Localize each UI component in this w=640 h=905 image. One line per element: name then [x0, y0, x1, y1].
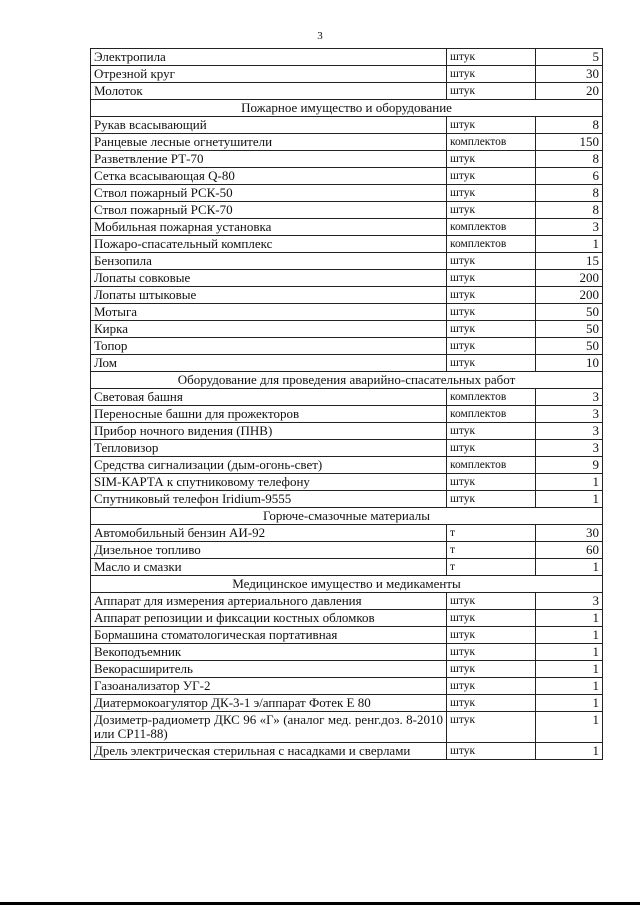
table-row: [91, 168, 603, 185]
item-name: Молоток: [91, 83, 447, 100]
section-title: Горюче-смазочные материалы: [91, 508, 603, 525]
item-unit: штук: [447, 661, 536, 678]
table-row: [91, 304, 603, 321]
table-row: [91, 236, 603, 253]
item-quantity: 200: [536, 287, 603, 304]
item-name: Лопаты совковые: [91, 270, 447, 287]
item-unit: штук: [447, 185, 536, 202]
item-unit: штук: [447, 202, 536, 219]
item-unit: штук: [447, 253, 536, 270]
item-name: Разветвление РТ-70: [91, 151, 447, 168]
item-unit: штук: [447, 712, 536, 743]
table-row: [91, 151, 603, 168]
table-row: [91, 423, 603, 440]
item-quantity: 30: [536, 66, 603, 83]
item-quantity: 5: [536, 49, 603, 66]
item-name: Газоанализатор УГ-2: [91, 678, 447, 695]
table-row: [91, 695, 603, 712]
item-unit: штук: [447, 355, 536, 372]
table-row: [91, 474, 603, 491]
item-quantity: 1: [536, 678, 603, 695]
item-name: Дозиметр-радиометр ДКС 96 «Г» (аналог мед. ренг.доз. 8-2010 или СР11-88): [91, 712, 447, 743]
item-name: Переносные башни для прожекторов: [91, 406, 447, 423]
table-row: [91, 219, 603, 236]
item-unit: штук: [447, 593, 536, 610]
item-name: Средства сигнализации (дым-огонь-свет): [91, 457, 447, 474]
section-title: Медицинское имущество и медикаменты: [91, 576, 603, 593]
table-row: [91, 134, 603, 151]
item-name: Мотыга: [91, 304, 447, 321]
item-unit: штук: [447, 610, 536, 627]
item-unit: штук: [447, 304, 536, 321]
item-name: Электропила: [91, 49, 447, 66]
item-quantity: 20: [536, 83, 603, 100]
item-name: Автомобильный бензин АИ-92: [91, 525, 447, 542]
table-row: [91, 712, 603, 743]
item-unit: штук: [447, 117, 536, 134]
item-quantity: 30: [536, 525, 603, 542]
table-row: [91, 627, 603, 644]
item-quantity: 1: [536, 661, 603, 678]
table-row: [91, 559, 603, 576]
item-quantity: 8: [536, 151, 603, 168]
item-quantity: 3: [536, 593, 603, 610]
item-name: Векорасширитель: [91, 661, 447, 678]
section-header-row: [91, 576, 603, 593]
item-unit: комплектов: [447, 389, 536, 406]
table-row: [91, 644, 603, 661]
item-name: Тепловизор: [91, 440, 447, 457]
item-name: Кирка: [91, 321, 447, 338]
item-name: Отрезной круг: [91, 66, 447, 83]
item-quantity: 200: [536, 270, 603, 287]
item-name: Пожаро-спасательный комплекс: [91, 236, 447, 253]
item-unit: штук: [447, 151, 536, 168]
item-name: Масло и смазки: [91, 559, 447, 576]
item-unit: штук: [447, 83, 536, 100]
item-unit: штук: [447, 338, 536, 355]
item-quantity: 6: [536, 168, 603, 185]
item-quantity: 9: [536, 457, 603, 474]
item-name: Лопаты штыковые: [91, 287, 447, 304]
item-name: Бормашина стоматологическая портативная: [91, 627, 447, 644]
table-row: [91, 457, 603, 474]
item-quantity: 1: [536, 474, 603, 491]
item-name: Аппарат для измерения артериального давления: [91, 593, 447, 610]
item-unit: штук: [447, 66, 536, 83]
table-row: [91, 389, 603, 406]
table-row: [91, 49, 603, 66]
item-unit: штук: [447, 743, 536, 760]
item-unit: комплектов: [447, 134, 536, 151]
item-unit: штук: [447, 678, 536, 695]
item-quantity: 10: [536, 355, 603, 372]
item-quantity: 8: [536, 117, 603, 134]
item-name: Спутниковый телефон Iridium-9555: [91, 491, 447, 508]
table-row: [91, 338, 603, 355]
item-name: Ствол пожарный РСК-70: [91, 202, 447, 219]
item-unit: штук: [447, 627, 536, 644]
table-row: [91, 525, 603, 542]
table-row: [91, 117, 603, 134]
table-row: [91, 83, 603, 100]
item-quantity: 50: [536, 338, 603, 355]
table-row: [91, 270, 603, 287]
item-quantity: 150: [536, 134, 603, 151]
item-quantity: 3: [536, 219, 603, 236]
item-quantity: 1: [536, 627, 603, 644]
item-quantity: 1: [536, 712, 603, 743]
item-name: Ствол пожарный РСК-50: [91, 185, 447, 202]
table-row: [91, 202, 603, 219]
item-unit: штук: [447, 491, 536, 508]
item-unit: штук: [447, 321, 536, 338]
item-unit: т: [447, 542, 536, 559]
table-row: [91, 678, 603, 695]
section-header-row: [91, 508, 603, 525]
item-name: Ранцевые лесные огнетушители: [91, 134, 447, 151]
section-header-row: [91, 100, 603, 117]
item-quantity: 1: [536, 610, 603, 627]
item-quantity: 15: [536, 253, 603, 270]
item-unit: штук: [447, 49, 536, 66]
item-name: Аппарат репозиции и фиксации костных обломков: [91, 610, 447, 627]
section-title: Пожарное имущество и оборудование: [91, 100, 603, 117]
item-unit: комплектов: [447, 236, 536, 253]
item-quantity: 60: [536, 542, 603, 559]
item-quantity: 3: [536, 423, 603, 440]
item-name: Диатермокоагулятор ДК-3-1 э/аппарат Фотек Е 80: [91, 695, 447, 712]
item-unit: штук: [447, 695, 536, 712]
item-name: Дрель электрическая стерильная с насадками и сверлами: [91, 743, 447, 760]
item-unit: штук: [447, 287, 536, 304]
table-row: [91, 491, 603, 508]
table-row: [91, 253, 603, 270]
item-unit: штук: [447, 440, 536, 457]
item-unit: т: [447, 525, 536, 542]
item-quantity: 3: [536, 406, 603, 423]
table-row: [91, 542, 603, 559]
item-unit: комплектов: [447, 406, 536, 423]
item-name: Топор: [91, 338, 447, 355]
item-unit: штук: [447, 168, 536, 185]
table-row: [91, 355, 603, 372]
table-row: [91, 593, 603, 610]
item-quantity: 1: [536, 236, 603, 253]
table-row: [91, 287, 603, 304]
table-row: [91, 406, 603, 423]
table-row: [91, 743, 603, 760]
item-unit: комплектов: [447, 457, 536, 474]
item-quantity: 3: [536, 389, 603, 406]
item-name: Сетка всасывающая Q-80: [91, 168, 447, 185]
item-quantity: 8: [536, 185, 603, 202]
section-title: Оборудование для проведения аварийно-спасательных работ: [91, 372, 603, 389]
item-unit: штук: [447, 423, 536, 440]
item-name: Мобильная пожарная установка: [91, 219, 447, 236]
item-quantity: 3: [536, 440, 603, 457]
item-quantity: 1: [536, 695, 603, 712]
table-row: [91, 321, 603, 338]
item-quantity: 1: [536, 559, 603, 576]
item-name: Дизельное топливо: [91, 542, 447, 559]
item-unit: т: [447, 559, 536, 576]
item-quantity: 1: [536, 491, 603, 508]
page-number: 3: [317, 30, 323, 42]
table-row: [91, 440, 603, 457]
item-unit: штук: [447, 644, 536, 661]
table-row: [91, 610, 603, 627]
item-quantity: 1: [536, 743, 603, 760]
item-name: Прибор ночного видения (ПНВ): [91, 423, 447, 440]
table-row: [91, 185, 603, 202]
section-header-row: [91, 372, 603, 389]
item-name: SIM-КАРТА к спутниковому телефону: [91, 474, 447, 491]
item-name: Лом: [91, 355, 447, 372]
item-quantity: 8: [536, 202, 603, 219]
item-unit: комплектов: [447, 219, 536, 236]
item-unit: штук: [447, 474, 536, 491]
inventory-table: [90, 48, 603, 760]
item-name: Рукав всасывающий: [91, 117, 447, 134]
item-quantity: 50: [536, 304, 603, 321]
item-quantity: 1: [536, 644, 603, 661]
table-row: [91, 661, 603, 678]
table-row: [91, 66, 603, 83]
item-name: Световая башня: [91, 389, 447, 406]
inventory-table-body: [91, 49, 603, 760]
item-name: Векоподъемник: [91, 644, 447, 661]
item-unit: штук: [447, 270, 536, 287]
item-name: Бензопила: [91, 253, 447, 270]
item-quantity: 50: [536, 321, 603, 338]
